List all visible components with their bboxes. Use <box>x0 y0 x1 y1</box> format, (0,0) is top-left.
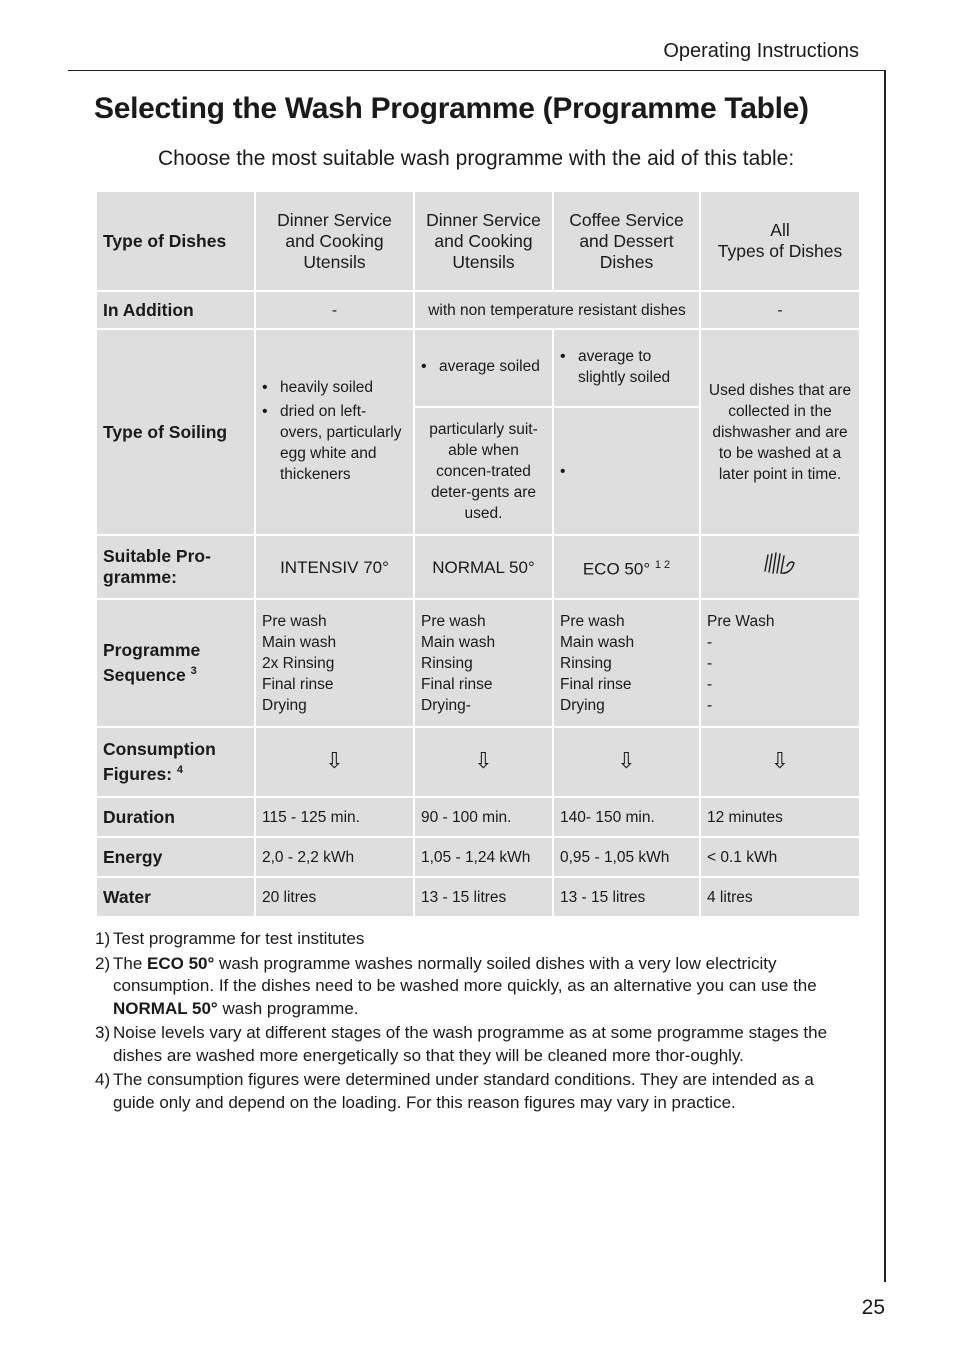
list-item: Pre wash <box>262 612 327 630</box>
dishes-col2: Dinner Service and Cooking Utensils <box>415 192 552 290</box>
water-col1: 20 litres <box>256 878 413 916</box>
programme-eco-footnote: 1 2 <box>654 558 671 571</box>
consumption-footnote: 4 <box>176 764 184 777</box>
row-soiling-upper <box>97 330 859 406</box>
duration-col3: 140- 150 min. <box>554 798 699 836</box>
dishes-col4-line2: Types of Dishes <box>717 241 843 261</box>
soiling-col3-text: average to slightly soiled <box>578 347 671 386</box>
energy-col3: 0,95 - 1,05 kWh <box>554 838 699 876</box>
row-consumption <box>97 728 859 796</box>
row-label-consumption <box>97 728 254 796</box>
section-header: Operating Instructions <box>663 40 859 62</box>
side-rule <box>884 70 886 1282</box>
pre-rinse-icon <box>762 549 798 579</box>
row-energy <box>97 838 859 876</box>
programme-rinse <box>701 536 859 598</box>
list-item: Final rinse <box>560 675 632 693</box>
sequence-footnote: 3 <box>190 665 197 678</box>
arrow-down-icon: ⇩ <box>325 748 344 773</box>
footnote-2 <box>95 953 835 1021</box>
sequence-col3 <box>554 600 699 726</box>
row-duration <box>97 798 859 836</box>
soiling-col1-item <box>262 401 407 485</box>
dishes-col4-line1: All <box>770 220 790 240</box>
row-label-duration: Duration <box>97 798 254 836</box>
footnote-text: The consumption figures were determined under standard conditions. They are intended as a guide only and depend on the loading. For this reason figures may vary in practice. <box>113 1070 814 1112</box>
footnote-number: 4) <box>95 1070 111 1089</box>
list-item: Pre wash <box>560 612 625 630</box>
list-item: - <box>707 633 713 651</box>
sequence-label: Programme Sequence <box>103 640 201 685</box>
footnote-text <box>113 953 835 1021</box>
list-item: Final rinse <box>421 675 493 693</box>
consumption-label: Consumption Figures: <box>103 739 216 784</box>
consumption-col1 <box>256 728 413 796</box>
footnote-number: 2) <box>95 953 111 973</box>
programme-eco <box>554 536 699 598</box>
programme-eco-label: ECO 50° <box>582 559 651 579</box>
footnote-number: 3) <box>95 1023 111 1042</box>
energy-col2: 1,05 - 1,24 kWh <box>415 838 552 876</box>
dishes-col3: Coffee Service and Dessert Dishes <box>554 192 699 290</box>
energy-col1: 2,0 - 2,2 kWh <box>256 838 413 876</box>
soiling-col2-lower: particularly suit-able when concen-trated deter-gents are used. <box>415 408 552 534</box>
row-in-addition <box>97 292 859 328</box>
footnote-text: Test programme for test institutes <box>113 929 365 948</box>
sequence-col4 <box>701 600 859 726</box>
soiling-col3-item <box>560 346 693 388</box>
consumption-col2 <box>415 728 552 796</box>
footnote-2-normal: NORMAL 50° <box>113 998 218 1018</box>
footnote-2-eco: ECO 50° <box>147 953 215 973</box>
dishes-col4 <box>701 192 859 290</box>
list-item: Final rinse <box>262 675 334 693</box>
list-item: Drying- <box>421 696 471 714</box>
page-title: Selecting the Wash Programme (Programme Table) <box>94 92 809 125</box>
soiling-col2 <box>415 330 552 406</box>
list-item: Pre wash <box>421 612 486 630</box>
list-item: Rinsing <box>560 654 612 672</box>
in-addition-col23: with non temperature resistant dishes <box>415 292 699 328</box>
footnotes <box>95 928 835 1116</box>
consumption-col3 <box>554 728 699 796</box>
soiling-col1-item <box>262 377 407 398</box>
programme-intensiv: INTENSIV 70° <box>256 536 413 598</box>
in-addition-col1: - <box>256 292 413 328</box>
row-label-programme-sequence <box>97 600 254 726</box>
soiling-col4: Used dishes that are collected in the dishwasher and are to be washed at a later point in time. <box>701 330 859 534</box>
list-item: 2x Rinsing <box>262 654 335 672</box>
header-rule <box>68 70 886 71</box>
programme-table <box>95 190 861 918</box>
bullet-icon: • <box>560 462 566 480</box>
programme-normal: NORMAL 50° <box>415 536 552 598</box>
row-type-of-dishes <box>97 192 859 290</box>
consumption-col4 <box>701 728 859 796</box>
list-item: - <box>707 696 713 714</box>
list-item: Drying <box>560 696 605 714</box>
duration-col1: 115 - 125 min. <box>256 798 413 836</box>
water-col2: 13 - 15 litres <box>415 878 552 916</box>
list-item: Pre Wash <box>707 612 775 630</box>
sequence-col2 <box>415 600 552 726</box>
duration-col2: 90 - 100 min. <box>415 798 552 836</box>
arrow-down-icon: ⇩ <box>474 748 493 773</box>
soiling-col3-lower <box>554 408 699 534</box>
row-water <box>97 878 859 916</box>
page-number: 25 <box>861 1296 885 1319</box>
sequence-col1 <box>256 600 413 726</box>
footnote-text: Noise levels vary at different stages of the wash programme as at some programme stages the dishes are washed more energetically so that they will be cleaned more thor-oughly. <box>113 1023 828 1065</box>
footnote-2-a: The <box>113 953 143 973</box>
row-label-suitable-programme: Suitable Pro-gramme: <box>97 536 254 598</box>
duration-col4: 12 minutes <box>701 798 859 836</box>
arrow-down-icon: ⇩ <box>617 748 636 773</box>
in-addition-col4: - <box>701 292 859 328</box>
row-label-type-of-soiling: Type of Soiling <box>97 330 254 534</box>
row-label-water: Water <box>97 878 254 916</box>
soiling-col2-text: average soiled <box>439 358 540 375</box>
footnote-4 <box>95 1069 835 1114</box>
list-item: Drying <box>262 696 307 714</box>
soiling-col3 <box>554 330 699 406</box>
intro-text: Choose the most suitable wash programme with the aid of this table: <box>158 147 795 170</box>
list-item: - <box>707 654 713 672</box>
soiling-col1-b: dried on left-overs, particularly egg white and thickeners <box>280 402 402 483</box>
list-item: - <box>707 675 713 693</box>
row-label-energy: Energy <box>97 838 254 876</box>
soiling-col2-item <box>421 356 546 377</box>
bullet-icon: • <box>262 378 268 396</box>
energy-col4: < 0.1 kWh <box>701 838 859 876</box>
arrow-down-icon: ⇩ <box>770 748 790 773</box>
water-col4: 4 litres <box>701 878 859 916</box>
dishes-col1: Dinner Service and Cooking Utensils <box>256 192 413 290</box>
footnote-number: 1) <box>95 929 111 948</box>
footnote-2-e: wash programme. <box>222 998 359 1018</box>
soiling-col1-a: heavily soiled <box>280 378 374 396</box>
bullet-icon: • <box>262 402 268 420</box>
footnote-1 <box>95 928 835 951</box>
list-item: Main wash <box>421 633 496 651</box>
row-programme <box>97 536 859 598</box>
soiling-col1 <box>256 330 413 534</box>
list-item: Main wash <box>560 633 635 651</box>
footnote-3 <box>95 1022 835 1067</box>
footnote-2-c: wash programme washes normally soiled dishes with a very low electricity consumption. If the dishes need to be washed more quickly, as an alternative you can use the <box>113 953 817 995</box>
water-col3: 13 - 15 litres <box>554 878 699 916</box>
row-label-in-addition: In Addition <box>97 292 254 328</box>
bullet-icon: • <box>560 347 566 365</box>
row-sequence <box>97 600 859 726</box>
bullet-icon: • <box>421 358 427 375</box>
list-item: Rinsing <box>421 654 473 672</box>
list-item: Main wash <box>262 633 337 651</box>
row-label-type-of-dishes: Type of Dishes <box>97 192 254 290</box>
